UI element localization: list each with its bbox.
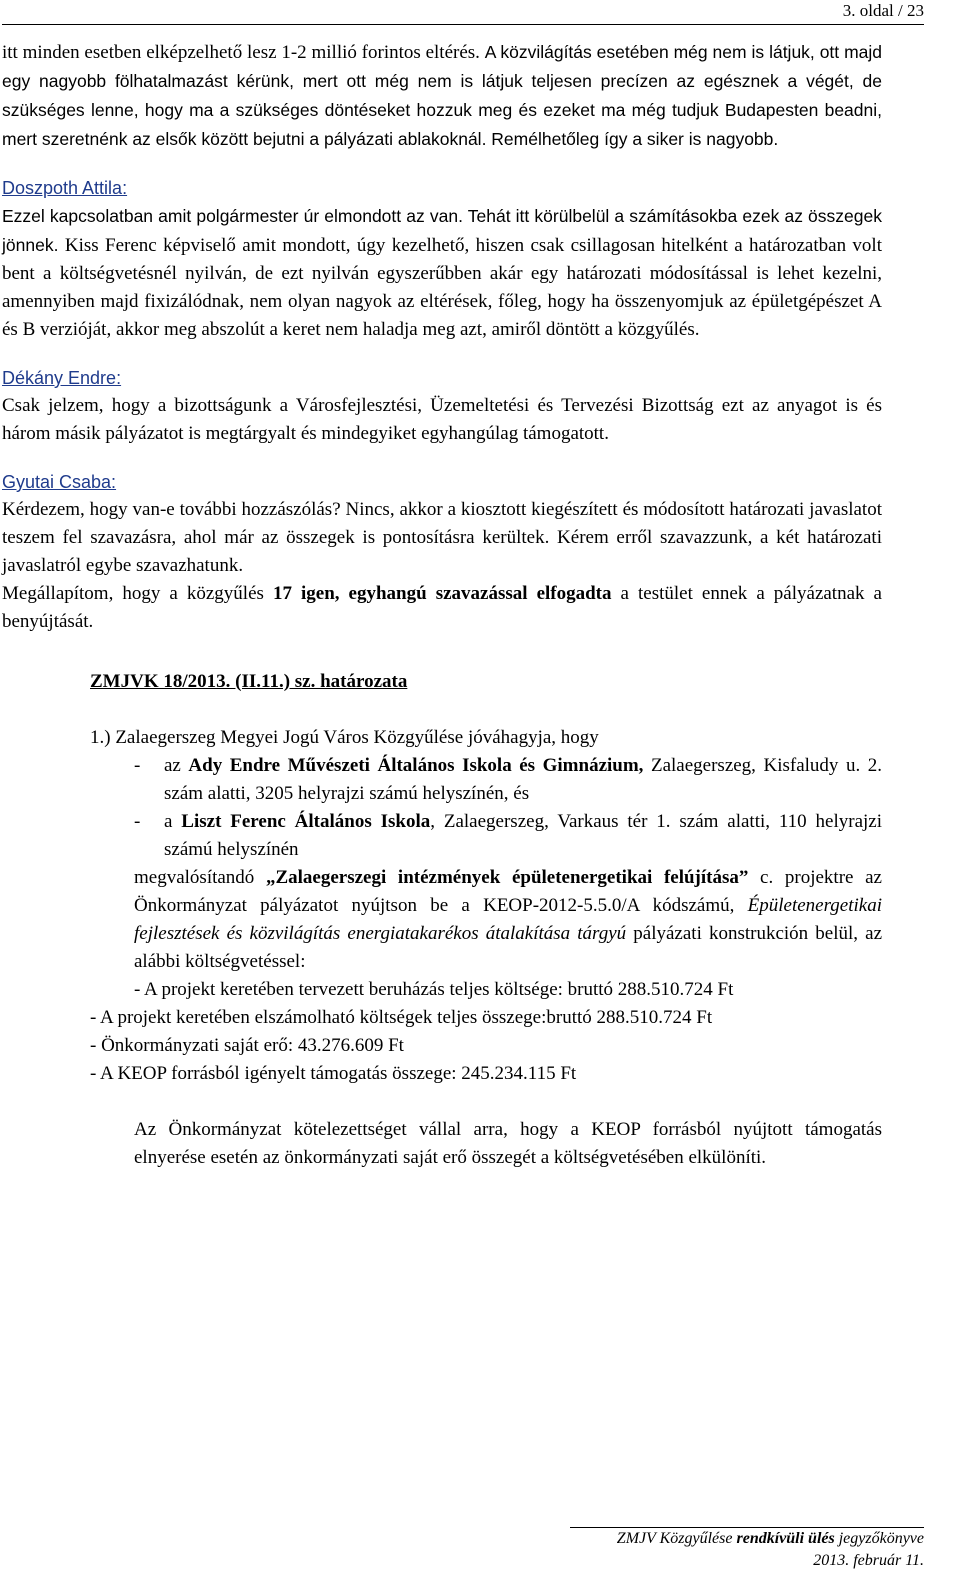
closing-paragraph: Az Önkormányzat kötelezettséget vállal arra, hogy a KEOP forrásból nyújtott támogatás elnyerése esetén az önkormányzati saját erő összegét a költségvetésében elkülöníti.: [134, 1119, 882, 1168]
cost-line-2: - A projekt keretében elszámolható költségek teljes összege:bruttó 288.510.724 Ft: [90, 1007, 713, 1028]
speaker-doszpoth: Doszpoth Attila:: [2, 178, 128, 198]
cost-line-1: - A projekt keretében tervezett beruházás teljes költsége: bruttó 288.510.724 Ft: [134, 979, 734, 1000]
vote-result-paragraph: [2, 580, 882, 636]
doszpoth-paragraph: [2, 202, 882, 344]
vote-result-bold: 17 igen, egyhangú szavazással elfogadta: [272, 583, 612, 604]
dash-marker: -: [134, 755, 141, 776]
footer-session-type: rendkívüli ülés: [736, 1530, 835, 1547]
item2-address: , Zalaegerszeg, Varkaus tér 1. szám alatti, 110 helyrajzi számú helyszínén: [164, 811, 882, 860]
vote-text-1: Megállapítom, hogy a közgyűlés: [2, 583, 273, 604]
resolution-number: 1.): [90, 727, 111, 748]
page-footer: [570, 1527, 924, 1572]
item1-prefix: az: [164, 755, 189, 776]
project-text-3: pályázati konstrukción belül, az alábbi költségvetéssel:: [134, 923, 883, 972]
document-body: [2, 38, 882, 1172]
project-name-bold: „Zalaegerszegi intézmények épületenergetikai felújítása”: [265, 867, 749, 888]
resolution-head: [90, 724, 882, 752]
project-construction-italic: Épületenergetikai fejlesztések és közvilágítás energiatakarékos átalakítása tárgyú: [134, 895, 882, 944]
footer-line-1: ZMJV Közgyűlése rendkívüli ülés jegyzőkönyve: [616, 1530, 924, 1547]
resolution-title: ZMJVK 18/2013. (II.11.) sz. határozata: [90, 671, 408, 692]
footer-date: 2013. február 11.: [813, 1552, 924, 1569]
intro-text-1: itt minden esetben elképzelhető lesz 1-2 millió forintos eltérés.: [2, 42, 485, 63]
dekany-paragraph: Csak jelzem, hogy a bizottságunk a Városfejlesztési, Üzemeltetési és Tervezési Bizottság ezt az anyagot is és három másik pályázatot is megtárgyalt és mindegyiket egyhangúlag támogatott.: [2, 395, 882, 444]
doszpoth-text-2: Kiss Ferenc képviselő amit mondott, úgy kezelhető, hiszen csak csillagosan hitelként a határozatban volt bent a költségvetésnél nyilván, de ezt nyilván egyszerűbben akár egy határozati módosítással is lehet kezelni, amennyiben majd fixizálódnak, nem olyan nagyok az eltérések, főleg, hogy ha összenyomjuk az épületgépészet A és B verzióját, akkor meg abszolút a keret nem haladja meg azt, amiről döntött a közgyűlés.: [2, 235, 882, 340]
resolution-head-text: Zalaegerszeg Megyei Jogú Város Közgyűlése jóváhagyja, hogy: [110, 727, 599, 748]
item2-prefix: a: [164, 811, 182, 832]
page-number: 3. oldal / 23: [2, 0, 924, 25]
cost-line-3: - Önkormányzati saját erő: 43.276.609 Ft: [90, 1035, 404, 1056]
item1-address: Zalaegerszeg, Kisfaludy u. 2. szám alatti, 3205 helyrajzi számú helyszínén, és: [164, 755, 882, 804]
intro-paragraph: [2, 38, 882, 154]
project-text-1: megvalósítandó: [134, 867, 266, 888]
dash-marker: -: [134, 811, 141, 832]
gyutai-paragraph: Kérdezem, hogy van-e további hozzászólás? Nincs, akkor a kiosztott kiegészített és módosított határozati javaslatot teszem fel szavazásra, ahol már az összegek is pontosításra kerültek. Kérem erről szavazzunk, a két határozati javaslatról egybe szavazhatunk.: [2, 499, 882, 576]
item2-school-name: Liszt Ferenc Általános Iskola: [181, 811, 431, 832]
resolution-body: [90, 724, 882, 1172]
speaker-dekany: Dékány Endre:: [2, 368, 122, 388]
project-paragraph: [134, 864, 882, 976]
school-item-2: [134, 808, 882, 864]
vote-text-2: a testület ennek a pályázatnak a benyújtását.: [2, 583, 882, 632]
cost-line-4: - A KEOP forrásból igényelt támogatás összege: 245.234.115 Ft: [90, 1063, 577, 1084]
intro-text-2: A közvilágítás esetében még nem is látjuk, ott majd egy nagyobb fölhatalmazást kérünk, mert ott még nem is látjuk teljesen precízen az egésznek a végét, de szükséges lenne, hogy ma a szükséges döntéseket hozzuk meg és ezeket ma még tudjuk Budapesten beadni, mert szeretnénk az elsők között bejutni a pályázati ablakoknál. Remélhetőleg így a siker is nagyobb.: [2, 42, 882, 149]
speaker-gyutai: Gyutai Csaba:: [2, 472, 117, 492]
item1-school-name: Ady Endre Művészeti Általános Iskola és Gimnázium,: [188, 755, 644, 776]
project-text-2: c. projektre az Önkormányzat pályázatot nyújtson be a KEOP-2012-5.5.0/A kódszámú,: [134, 867, 882, 916]
doszpoth-text-1: Ezzel kapcsolatban amit polgármester úr elmondott az van. Tehát itt körülbelül a számításokba ezek az összegek jönnek.: [2, 206, 882, 255]
school-item-1: [134, 752, 882, 808]
